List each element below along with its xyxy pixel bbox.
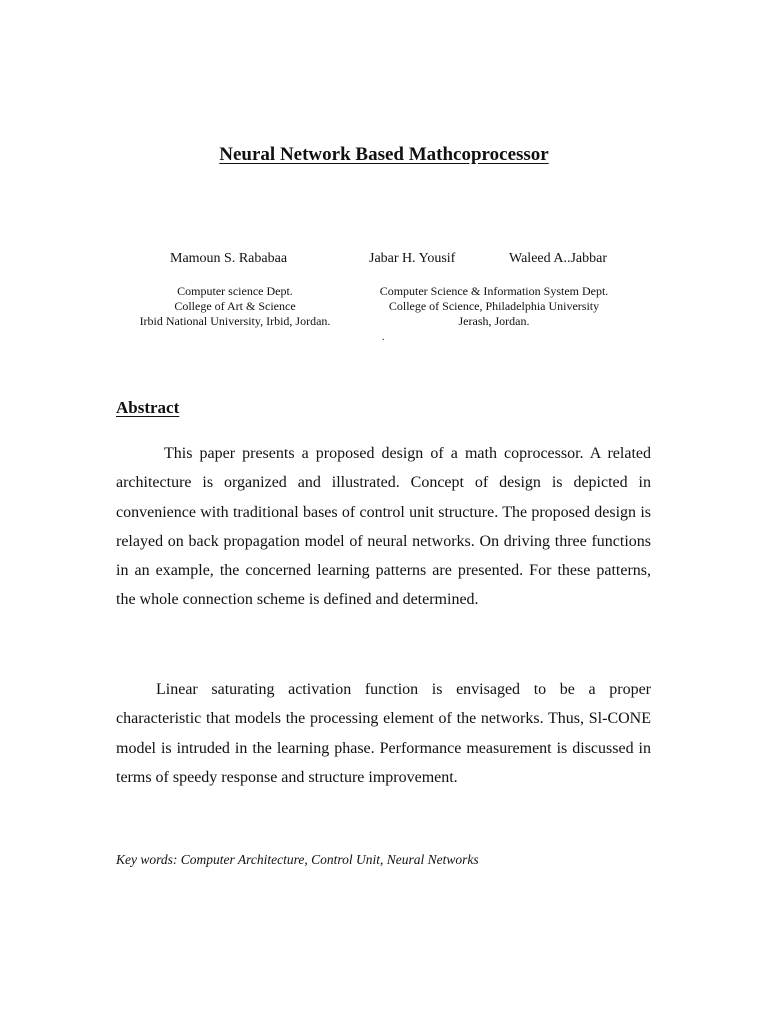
stray-mark: . — [382, 332, 385, 343]
affiliation-1-line-2: College of Art & Science — [174, 299, 296, 313]
paper-title: Neural Network Based Mathcoprocessor — [219, 144, 549, 165]
author-name-1: Mamoun S. Rababaa — [170, 251, 288, 266]
author-name-2: Jabar H. Yousif — [369, 251, 456, 266]
abstract-paragraph-2: Linear saturating activation function is envisaged to be a proper characteristic that models the processing element of the networks. Thus, Sl-CONE model is intruded in the learning phase. Performance measurement is discussed in terms of speedy response and structure improvement. — [116, 681, 651, 786]
abstract-heading: Abstract — [116, 398, 180, 417]
affiliation-1-line-3: Irbid National University, Irbid, Jordan. — [139, 314, 331, 328]
keywords: Key words: Computer Architecture, Control Unit, Neural Networks — [116, 852, 479, 867]
affiliation-2-line-1: Computer Science & Information System Dept. — [379, 284, 609, 298]
affiliation-2-line-2: College of Science, Philadelphia University — [388, 299, 600, 313]
abstract-paragraph-1: This paper presents a proposed design of a math coprocessor. A related architecture is organized and illustrated. Concept of design is depicted in convenience with traditional bases of control unit structure. The proposed design is relayed on back propagation model of neural networks. On driving three functions in an example, the concerned learning patterns are presented. For these patterns, the whole connection scheme is defined and determined. — [116, 445, 651, 609]
author-name-3: Waleed A..Jabbar — [509, 251, 607, 266]
affiliation-1-line-1: Computer science Dept. — [177, 284, 293, 298]
affiliation-1 — [116, 284, 354, 329]
affiliation-2-line-3: Jerash, Jordan. — [458, 314, 530, 328]
affiliation-2 — [362, 284, 626, 329]
